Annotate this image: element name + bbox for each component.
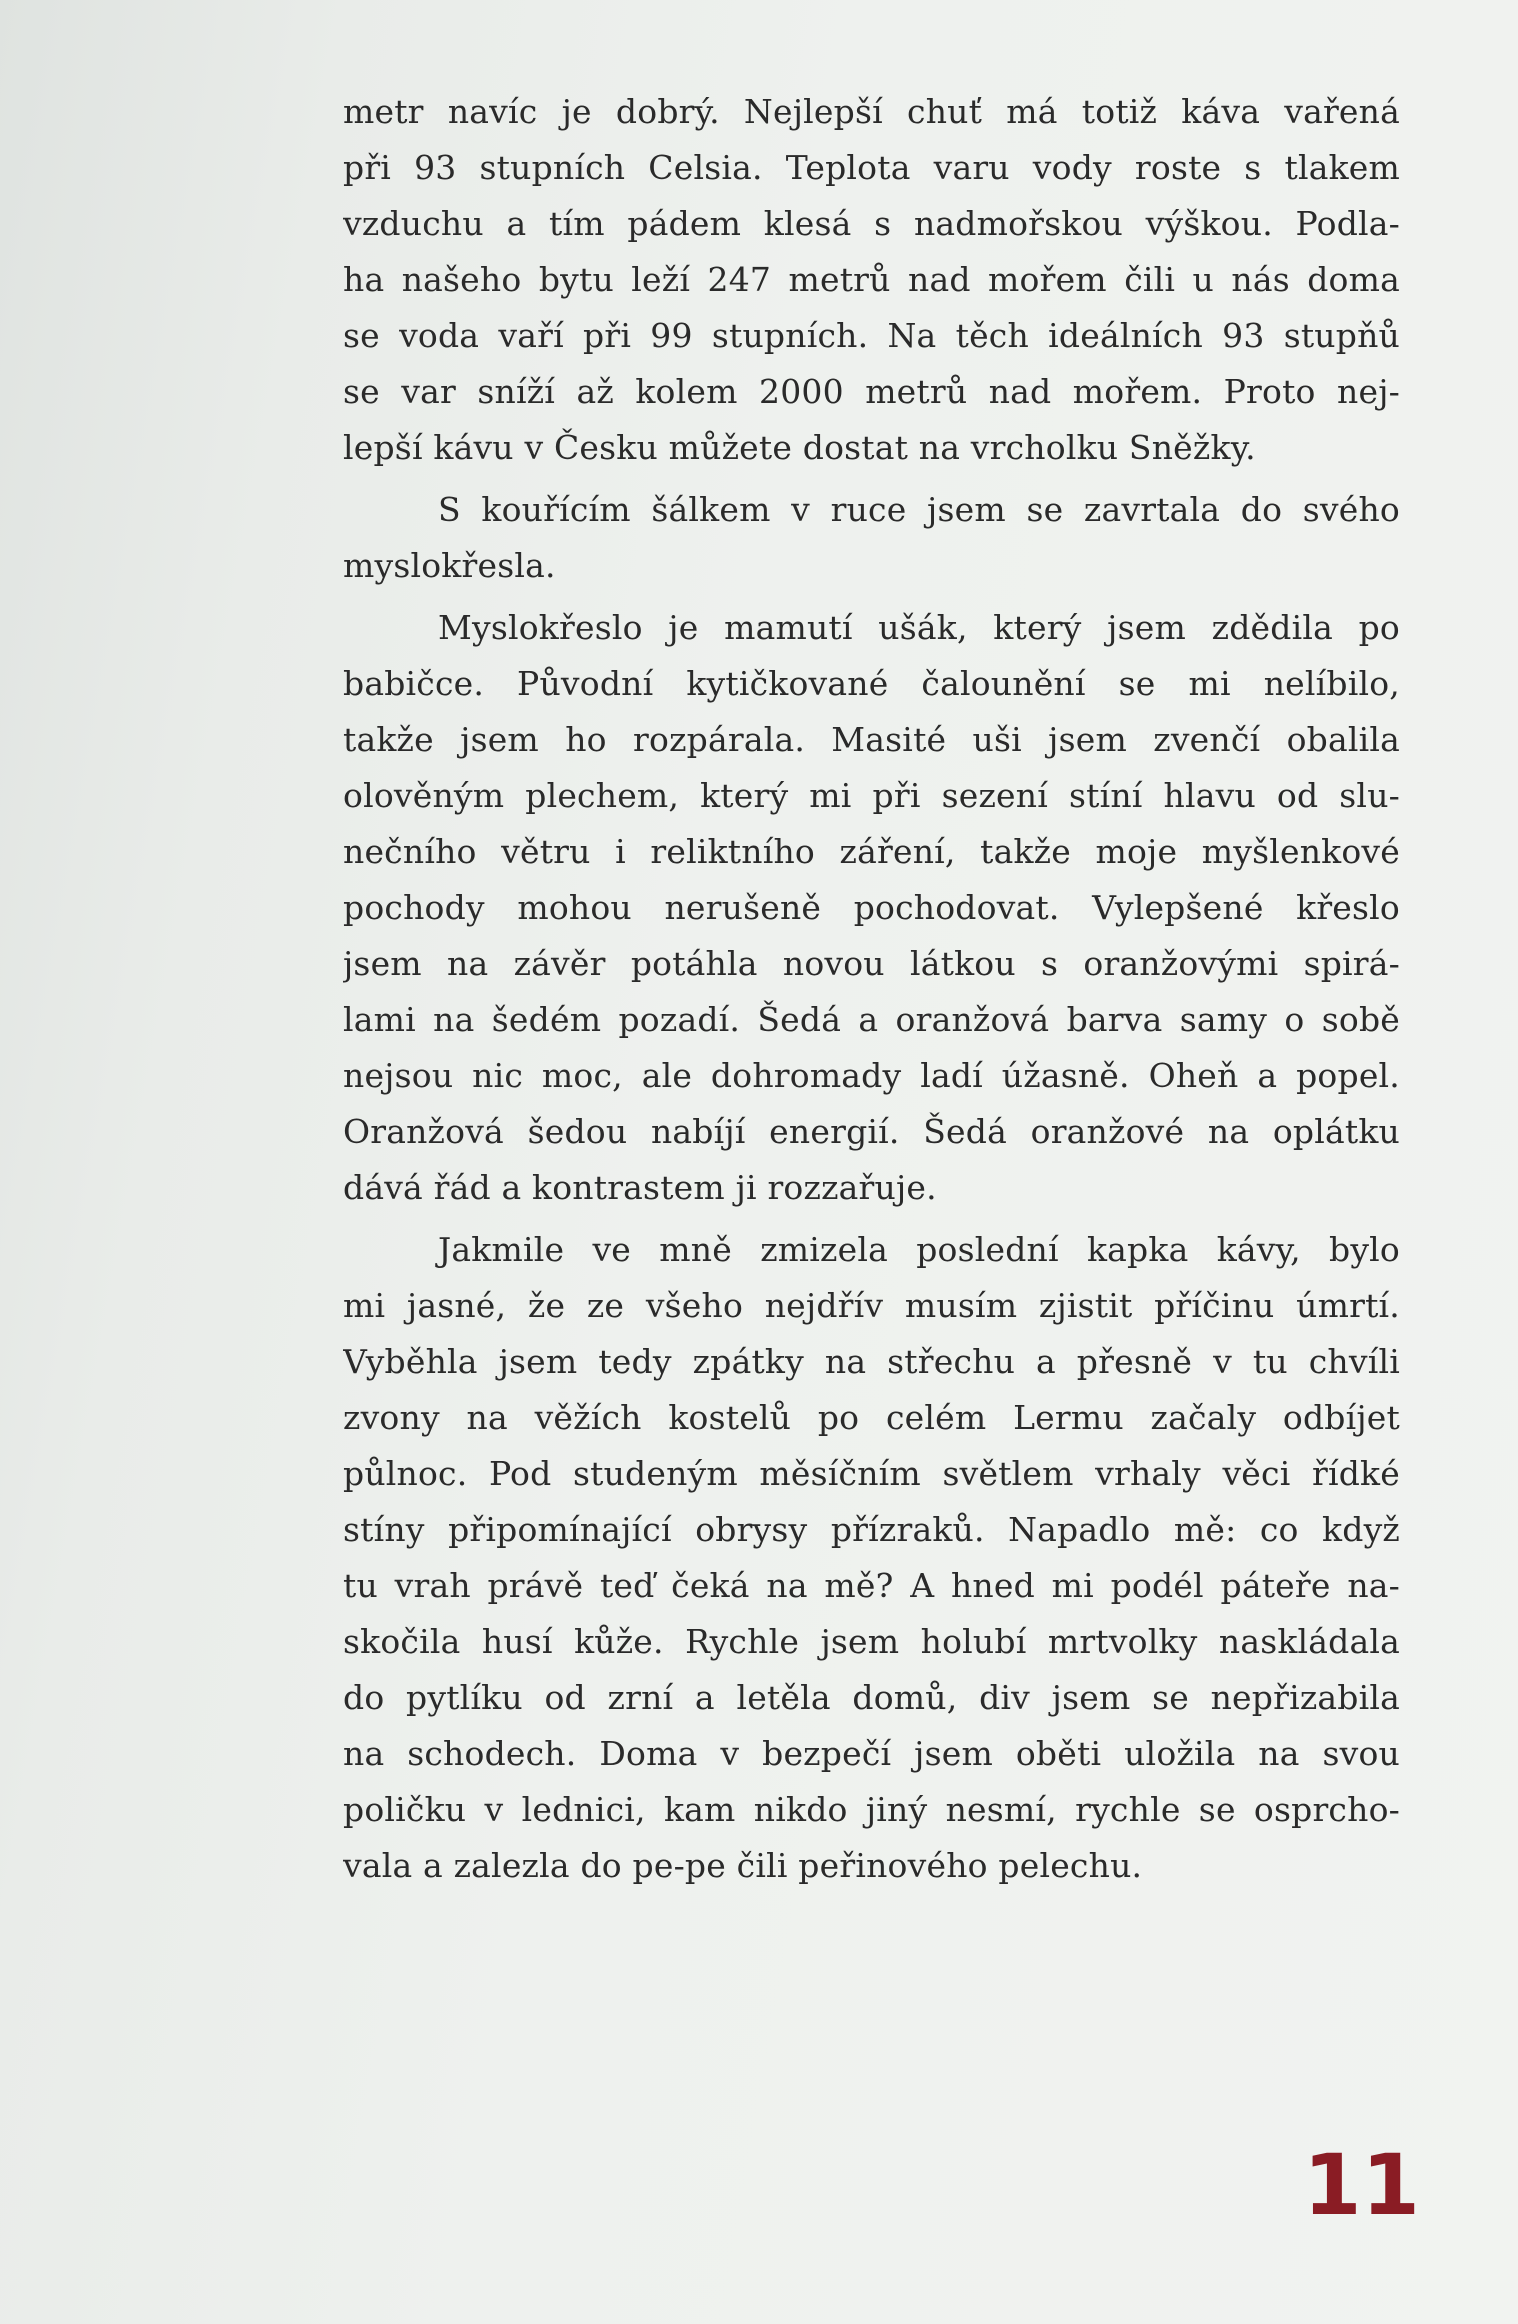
text-line: půlnoc. Pod studeným měsíčním světlem vrhaly věci řídké [343, 1454, 1400, 1493]
text-line: myslokřesla. [343, 546, 556, 585]
text-line: mi jasné, že ze všeho nejdřív musím zjistit příčinu úmrtí. [343, 1286, 1400, 1325]
text-line: olověným plechem, který mi při sezení stíní hlavu od slu- [343, 776, 1400, 815]
paragraph [343, 1222, 1400, 1894]
text-line: poličku v lednici, kam nikdo jiný nesmí, rychle se osprcho- [343, 1790, 1400, 1829]
text-line: Vyběhla jsem tedy zpátky na střechu a přesně v tu chvíli [343, 1342, 1400, 1381]
text-line: metr navíc je dobrý. Nejlepší chuť má totiž káva vařená [343, 92, 1400, 131]
text-line: babičce. Původní kytičkované čalounění se mi nelíbilo, [343, 664, 1400, 703]
text-line: lami na šedém pozadí. Šedá a oranžová barva samy o sobě [343, 1000, 1400, 1039]
text-line: S kouřícím šálkem v ruce jsem se zavrtala do svého [438, 490, 1400, 529]
text-line: vzduchu a tím pádem klesá s nadmořskou výškou. Podla- [343, 204, 1400, 243]
text-line: do pytlíku od zrní a letěla domů, div jsem se nepřizabila [343, 1678, 1400, 1717]
text-line: se voda vaří při 99 stupních. Na těch ideálních 93 stupňů [343, 316, 1400, 355]
text-line: Myslokřeslo je mamutí ušák, který jsem zdědila po [438, 608, 1400, 647]
text-line: vala a zalezla do pe-pe čili peřinového pelechu. [343, 1846, 1143, 1885]
text-line: se var sníží až kolem 2000 metrů nad mořem. Proto nej- [343, 372, 1400, 411]
text-line: ha našeho bytu leží 247 metrů nad mořem čili u nás doma [343, 260, 1400, 299]
text-line: stíny připomínající obrysy přízraků. Napadlo mě: co když [343, 1510, 1400, 1549]
text-line: nejsou nic moc, ale dohromady ladí úžasně. Oheň a popel. [343, 1056, 1400, 1095]
text-line: skočila husí kůže. Rychle jsem holubí mrtvolky naskládala [343, 1622, 1400, 1661]
text-line: při 93 stupních Celsia. Teplota varu vody roste s tlakem [343, 148, 1400, 187]
text-line: tu vrah právě teď čeká na mě? A hned mi podél páteře na- [343, 1566, 1400, 1605]
text-line: Oranžová šedou nabíjí energií. Šedá oranžové na oplátku [343, 1112, 1400, 1151]
body-text [343, 84, 1400, 1894]
text-line: zvony na věžích kostelů po celém Lermu začaly odbíjet [343, 1398, 1400, 1437]
text-line: dává řád a kontrastem ji rozzařuje. [343, 1168, 937, 1207]
paragraph [343, 84, 1400, 476]
page-number: 11 [1303, 2136, 1420, 2234]
text-line: lepší kávu v Česku můžete dostat na vrcholku Sněžky. [343, 428, 1256, 467]
text-line: pochody mohou nerušeně pochodovat. Vylepšené křeslo [343, 888, 1400, 927]
text-line: takže jsem ho rozpárala. Masité uši jsem zvenčí obalila [343, 720, 1400, 759]
paragraph [343, 600, 1400, 1216]
paragraph [343, 482, 1400, 594]
text-line: jsem na závěr potáhla novou látkou s oranžovými spirá- [343, 944, 1400, 983]
text-line: nečního větru i reliktního záření, takže moje myšlenkové [343, 832, 1400, 871]
text-line: na schodech. Doma v bezpečí jsem oběti uložila na svou [343, 1734, 1400, 1773]
text-line: Jakmile ve mně zmizela poslední kapka kávy, bylo [438, 1230, 1400, 1269]
